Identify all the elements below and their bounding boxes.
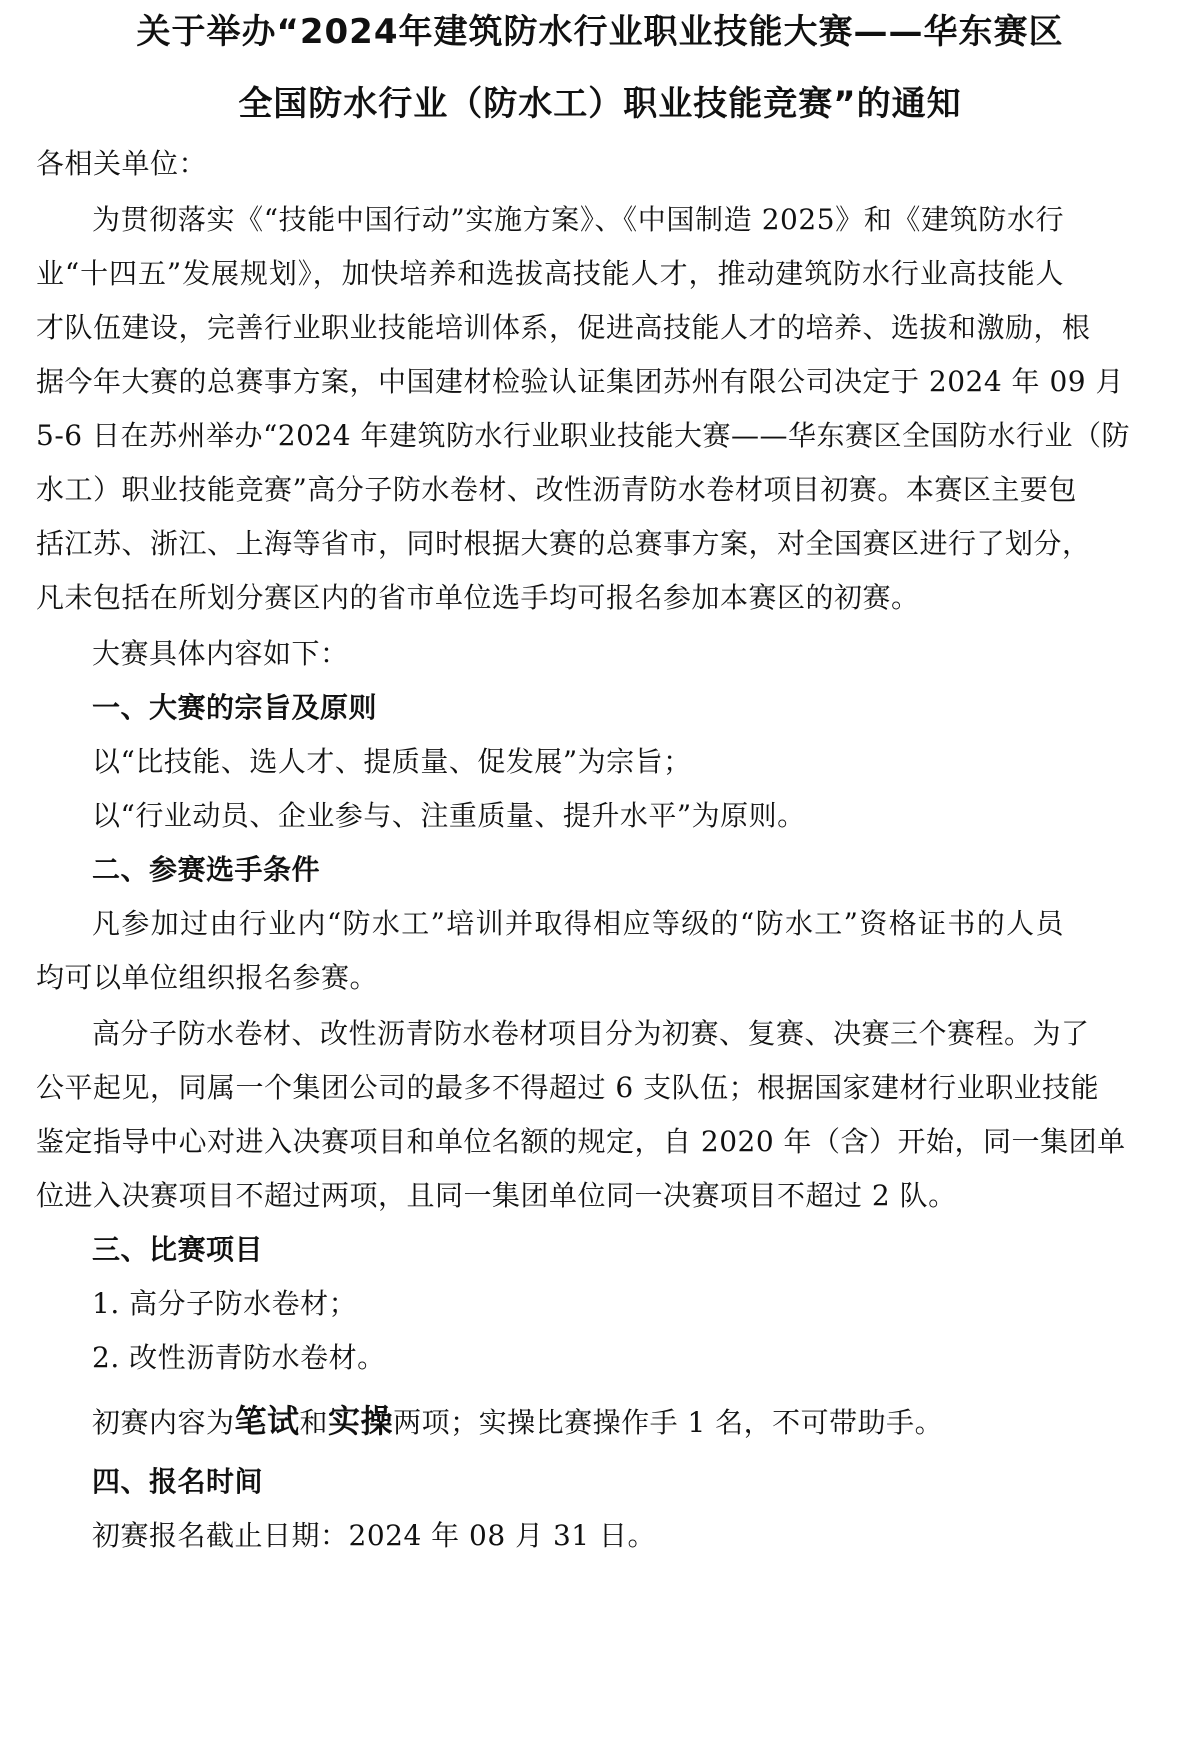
section-2-para2-line: 高分子防水卷材、改性沥青防水卷材项目分为初赛、复赛、决赛三个赛程。为了 (92, 1017, 1090, 1050)
intro-line: 为贯彻落实《“技能中国行动”实施方案》、《中国制造 2025》和《建筑防水行 (92, 203, 1064, 236)
salutation: 各相关单位： (36, 147, 208, 180)
section-1-line: 以“比技能、选人才、提质量、促发展”为宗旨； (92, 745, 692, 778)
content-suffix: 两项；实操比赛操作手 1 名，不可带助手。 (393, 1406, 944, 1439)
section-3-item: 1. 高分子防水卷材； (92, 1287, 358, 1320)
section-2-para1-line: 均可以单位组织报名参赛。 (36, 961, 379, 994)
section-3-item: 2. 改性沥青防水卷材。 (92, 1341, 386, 1374)
intro-line: 业“十四五”发展规划》，加快培养和选拔高技能人才，推动建筑防水行业高技能人 (36, 257, 1064, 290)
intro-line: 水工）职业技能竞赛”高分子防水卷材、改性沥青防水卷材项目初赛。本赛区主要包 (36, 473, 1077, 506)
content-prefix: 初赛内容为 (92, 1406, 235, 1439)
emphasis-written-exam: 笔试 (234, 1402, 300, 1440)
section-2-heading: 二、参赛选手条件 (92, 853, 321, 886)
intro-line: 凡未包括在所划分赛区内的省市单位选手均可报名参加本赛区的初赛。 (36, 581, 920, 614)
section-2-para2-line: 位进入决赛项目不超过两项，且同一集团单位同一决赛项目不超过 2 队。 (36, 1179, 957, 1212)
intro-line: 5-6 日在苏州举办“2024 年建筑防水行业职业技能大赛——华东赛区全国防水行业（防 (36, 419, 1130, 452)
title-line-2: 全国防水行业（防水工）职业技能竞赛”的通知 (238, 84, 962, 124)
section-3-content (92, 1396, 943, 1442)
section-4-deadline: 初赛报名截止日期：2024 年 08 月 31 日。 (92, 1519, 657, 1552)
section-4-heading: 四、报名时间 (92, 1465, 264, 1498)
intro-line: 括江苏、浙江、上海等省市，同时根据大赛的总赛事方案，对全国赛区进行了划分， (36, 527, 1091, 560)
intro-line: 据今年大赛的总赛事方案，中国建材检验认证集团苏州有限公司决定于 2024 年 09 月 (36, 365, 1124, 398)
emphasis-practical-exam: 实操 (328, 1402, 394, 1440)
title-line-1: 关于举办“2024年建筑防水行业职业技能大赛——华东赛区 (136, 12, 1064, 52)
intro-line: 才队伍建设，完善行业职业技能培训体系，促进高技能人才的培养、选拔和激励，根 (36, 311, 1091, 344)
content-mid: 和 (299, 1406, 329, 1439)
content-intro: 大赛具体内容如下： (92, 637, 349, 670)
section-2-para2-line: 公平起见，同属一个集团公司的最多不得超过 6 支队伍；根据国家建材行业职业技能 (36, 1071, 1100, 1104)
section-3-heading: 三、比赛项目 (92, 1233, 264, 1266)
section-1-heading: 一、大赛的宗旨及原则 (92, 691, 378, 724)
section-2-para1-line: 凡参加过由行业内“防水工”培训并取得相应等级的“防水工”资格证书的人员 (92, 907, 1064, 940)
section-1-line: 以“行业动员、企业参与、注重质量、提升水平”为原则。 (92, 799, 806, 832)
section-2-para2-line: 鉴定指导中心对进入决赛项目和单位名额的规定，自 2020 年（含）开始，同一集团单 (36, 1125, 1126, 1158)
